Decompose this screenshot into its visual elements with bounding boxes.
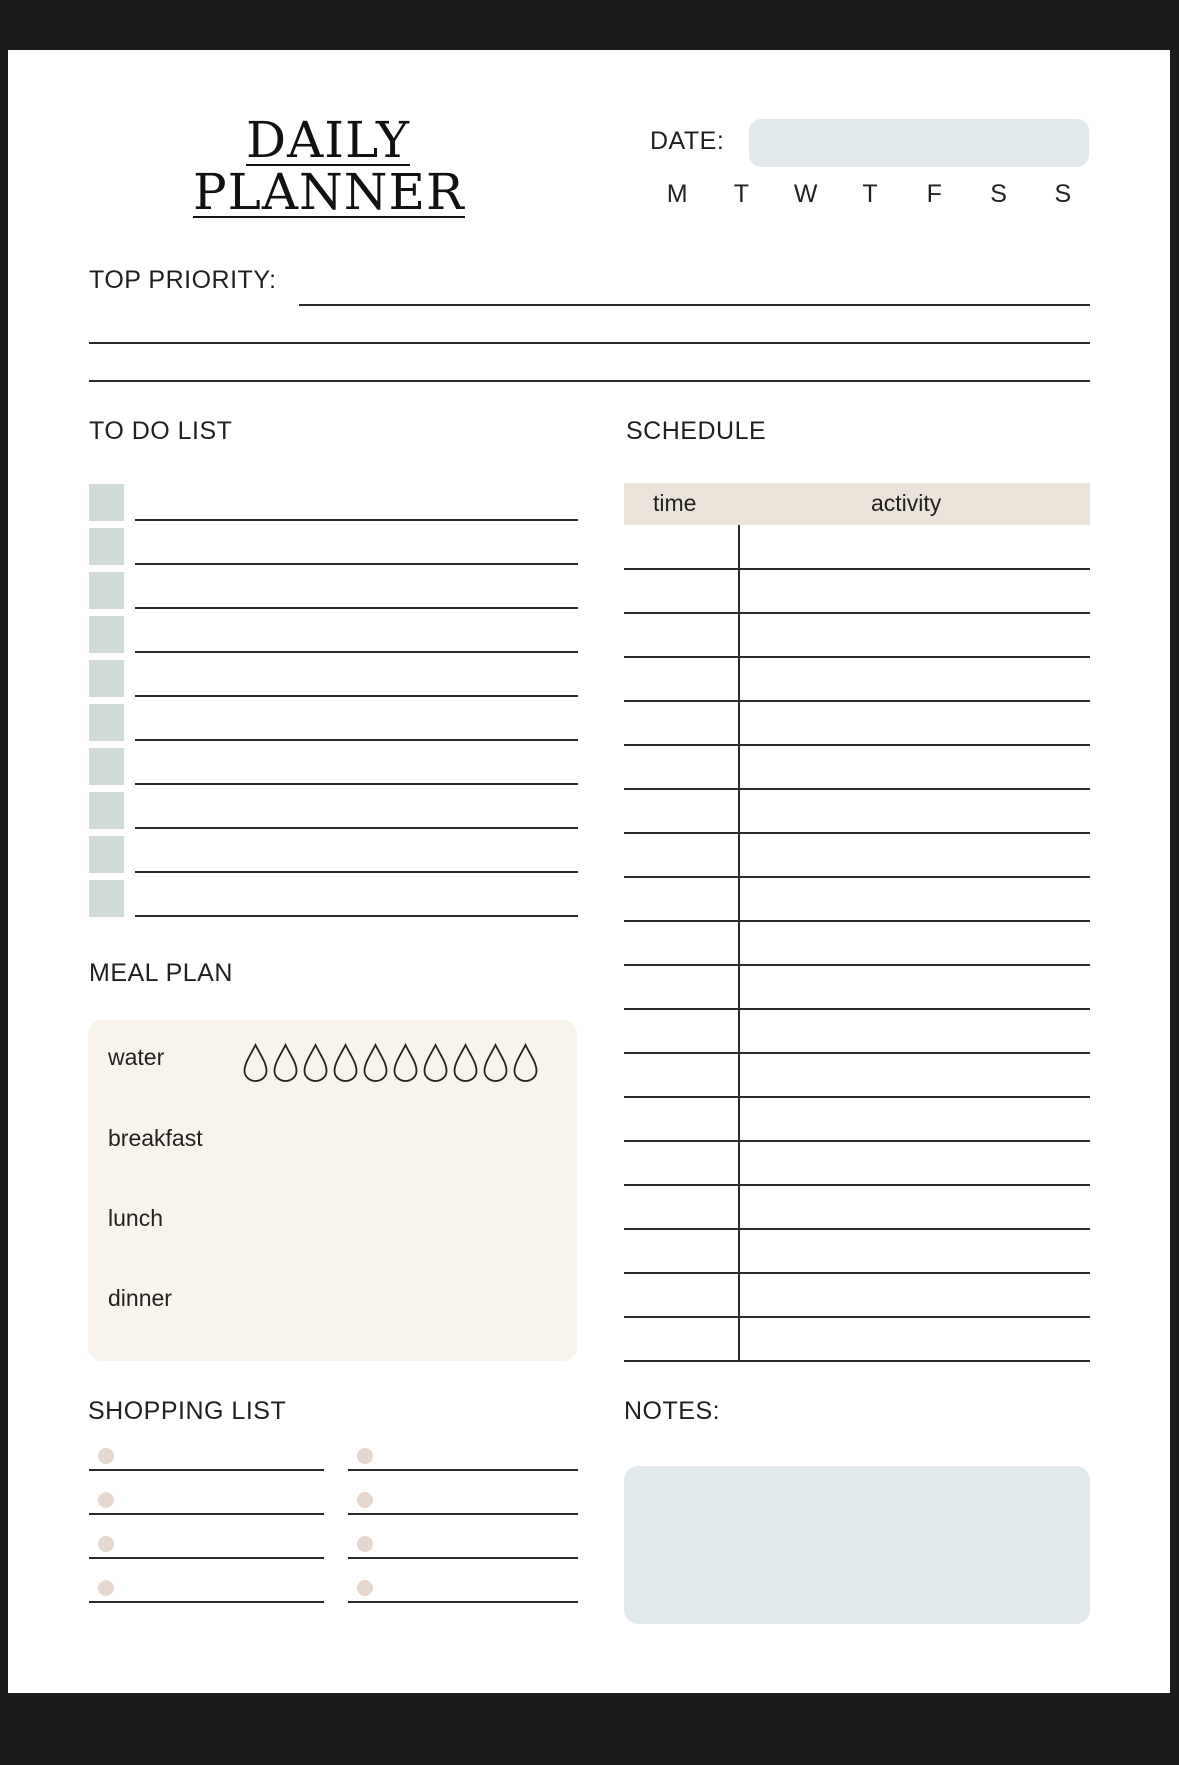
shopping-line[interactable] [89, 1601, 324, 1603]
schedule-row[interactable] [624, 744, 1090, 746]
todo-line[interactable] [135, 519, 578, 521]
schedule-activity-header: activity [871, 490, 942, 516]
shopping-bullet [357, 1448, 373, 1464]
weekday-thu[interactable]: T [862, 180, 878, 208]
schedule-row[interactable] [624, 1184, 1090, 1186]
todo-line[interactable] [135, 783, 578, 785]
shopping-line[interactable] [348, 1513, 578, 1515]
schedule-row[interactable] [624, 1360, 1090, 1362]
schedule-row[interactable] [624, 964, 1090, 966]
shopping-bullet [98, 1536, 114, 1552]
todo-checkbox[interactable] [89, 616, 124, 653]
schedule-row[interactable] [624, 1140, 1090, 1142]
schedule-header [624, 483, 1090, 525]
schedule-row[interactable] [624, 1008, 1090, 1010]
water-tracker [241, 1043, 540, 1083]
schedule-row[interactable] [624, 568, 1090, 570]
shopping-bullet [98, 1448, 114, 1464]
top-priority-label: TOP PRIORITY: [89, 266, 277, 294]
schedule-divider [738, 525, 740, 1361]
schedule-row[interactable] [624, 920, 1090, 922]
water-drop-icon[interactable] [391, 1043, 420, 1083]
date-label: DATE: [650, 127, 725, 155]
shopping-line[interactable] [89, 1557, 324, 1559]
todo-line[interactable] [135, 915, 578, 917]
schedule-time-header: time [653, 490, 697, 516]
weekday-fri[interactable]: F [926, 180, 942, 208]
shopping-bullet [357, 1536, 373, 1552]
todo-line[interactable] [135, 651, 578, 653]
schedule-row[interactable] [624, 1316, 1090, 1318]
weekday-row [645, 180, 1095, 209]
todo-line[interactable] [135, 871, 578, 873]
todo-checkbox[interactable] [89, 792, 124, 829]
planner-title [193, 111, 465, 221]
schedule-row[interactable] [624, 656, 1090, 658]
weekday-mon[interactable]: M [666, 180, 688, 208]
water-drop-icon[interactable] [361, 1043, 390, 1083]
top-priority-line-3[interactable] [89, 380, 1090, 382]
todo-checkbox[interactable] [89, 572, 124, 609]
shopping-bullet [357, 1492, 373, 1508]
notes-heading: NOTES: [624, 1397, 721, 1425]
schedule-row[interactable] [624, 876, 1090, 878]
schedule-row[interactable] [624, 700, 1090, 702]
todo-checkbox[interactable] [89, 748, 124, 785]
weekday-wed[interactable]: W [793, 180, 818, 208]
schedule-row[interactable] [624, 1096, 1090, 1098]
todo-checkbox[interactable] [89, 660, 124, 697]
weekday-sat[interactable]: S [990, 180, 1007, 208]
todo-checkbox[interactable] [89, 484, 124, 521]
schedule-row[interactable] [624, 832, 1090, 834]
todo-checkbox[interactable] [89, 528, 124, 565]
schedule-heading: SCHEDULE [626, 417, 767, 445]
date-field[interactable] [749, 119, 1089, 167]
todo-line[interactable] [135, 695, 578, 697]
todo-line[interactable] [135, 563, 578, 565]
top-priority-line-2[interactable] [89, 342, 1090, 344]
water-drop-icon[interactable] [271, 1043, 300, 1083]
water-drop-icon[interactable] [421, 1043, 450, 1083]
meal-water-label: water [108, 1044, 165, 1070]
todo-heading: TO DO LIST [89, 417, 233, 445]
title-line-1: DAILY [246, 111, 410, 169]
weekday-tue[interactable]: T [733, 180, 750, 208]
schedule-row[interactable] [624, 1052, 1090, 1054]
shopping-line[interactable] [348, 1557, 578, 1559]
shopping-bullet [98, 1492, 114, 1508]
shopping-bullet [98, 1580, 114, 1596]
water-drop-icon[interactable] [481, 1043, 510, 1083]
schedule-row[interactable] [624, 1272, 1090, 1274]
meal-dinner-label: dinner [108, 1285, 172, 1311]
shopping-heading: SHOPPING LIST [88, 1397, 287, 1425]
planner-page [8, 50, 1170, 1693]
meal-lunch-label: lunch [108, 1205, 163, 1231]
notes-area[interactable] [624, 1466, 1090, 1624]
todo-checkbox[interactable] [89, 704, 124, 741]
shopping-bullet [357, 1580, 373, 1596]
todo-line[interactable] [135, 607, 578, 609]
todo-checkbox[interactable] [89, 880, 124, 917]
todo-line[interactable] [135, 739, 578, 741]
shopping-line[interactable] [348, 1469, 578, 1471]
shopping-line[interactable] [89, 1513, 324, 1515]
schedule-row[interactable] [624, 788, 1090, 790]
schedule-row[interactable] [624, 612, 1090, 614]
top-priority-line-1[interactable] [299, 304, 1090, 306]
weekday-sun[interactable]: S [1054, 180, 1072, 208]
todo-checkbox[interactable] [89, 836, 124, 873]
meal-breakfast-label: breakfast [108, 1125, 203, 1151]
shopping-line[interactable] [89, 1469, 324, 1471]
todo-line[interactable] [135, 827, 578, 829]
shopping-line[interactable] [348, 1601, 578, 1603]
water-drop-icon[interactable] [331, 1043, 360, 1083]
water-drop-icon[interactable] [301, 1043, 330, 1083]
water-drop-icon[interactable] [511, 1043, 540, 1083]
title-line-2: PLANNER [193, 163, 465, 221]
meal-plan-heading: MEAL PLAN [89, 959, 233, 987]
water-drop-icon[interactable] [241, 1043, 270, 1083]
water-drop-icon[interactable] [451, 1043, 480, 1083]
schedule-row[interactable] [624, 1228, 1090, 1230]
